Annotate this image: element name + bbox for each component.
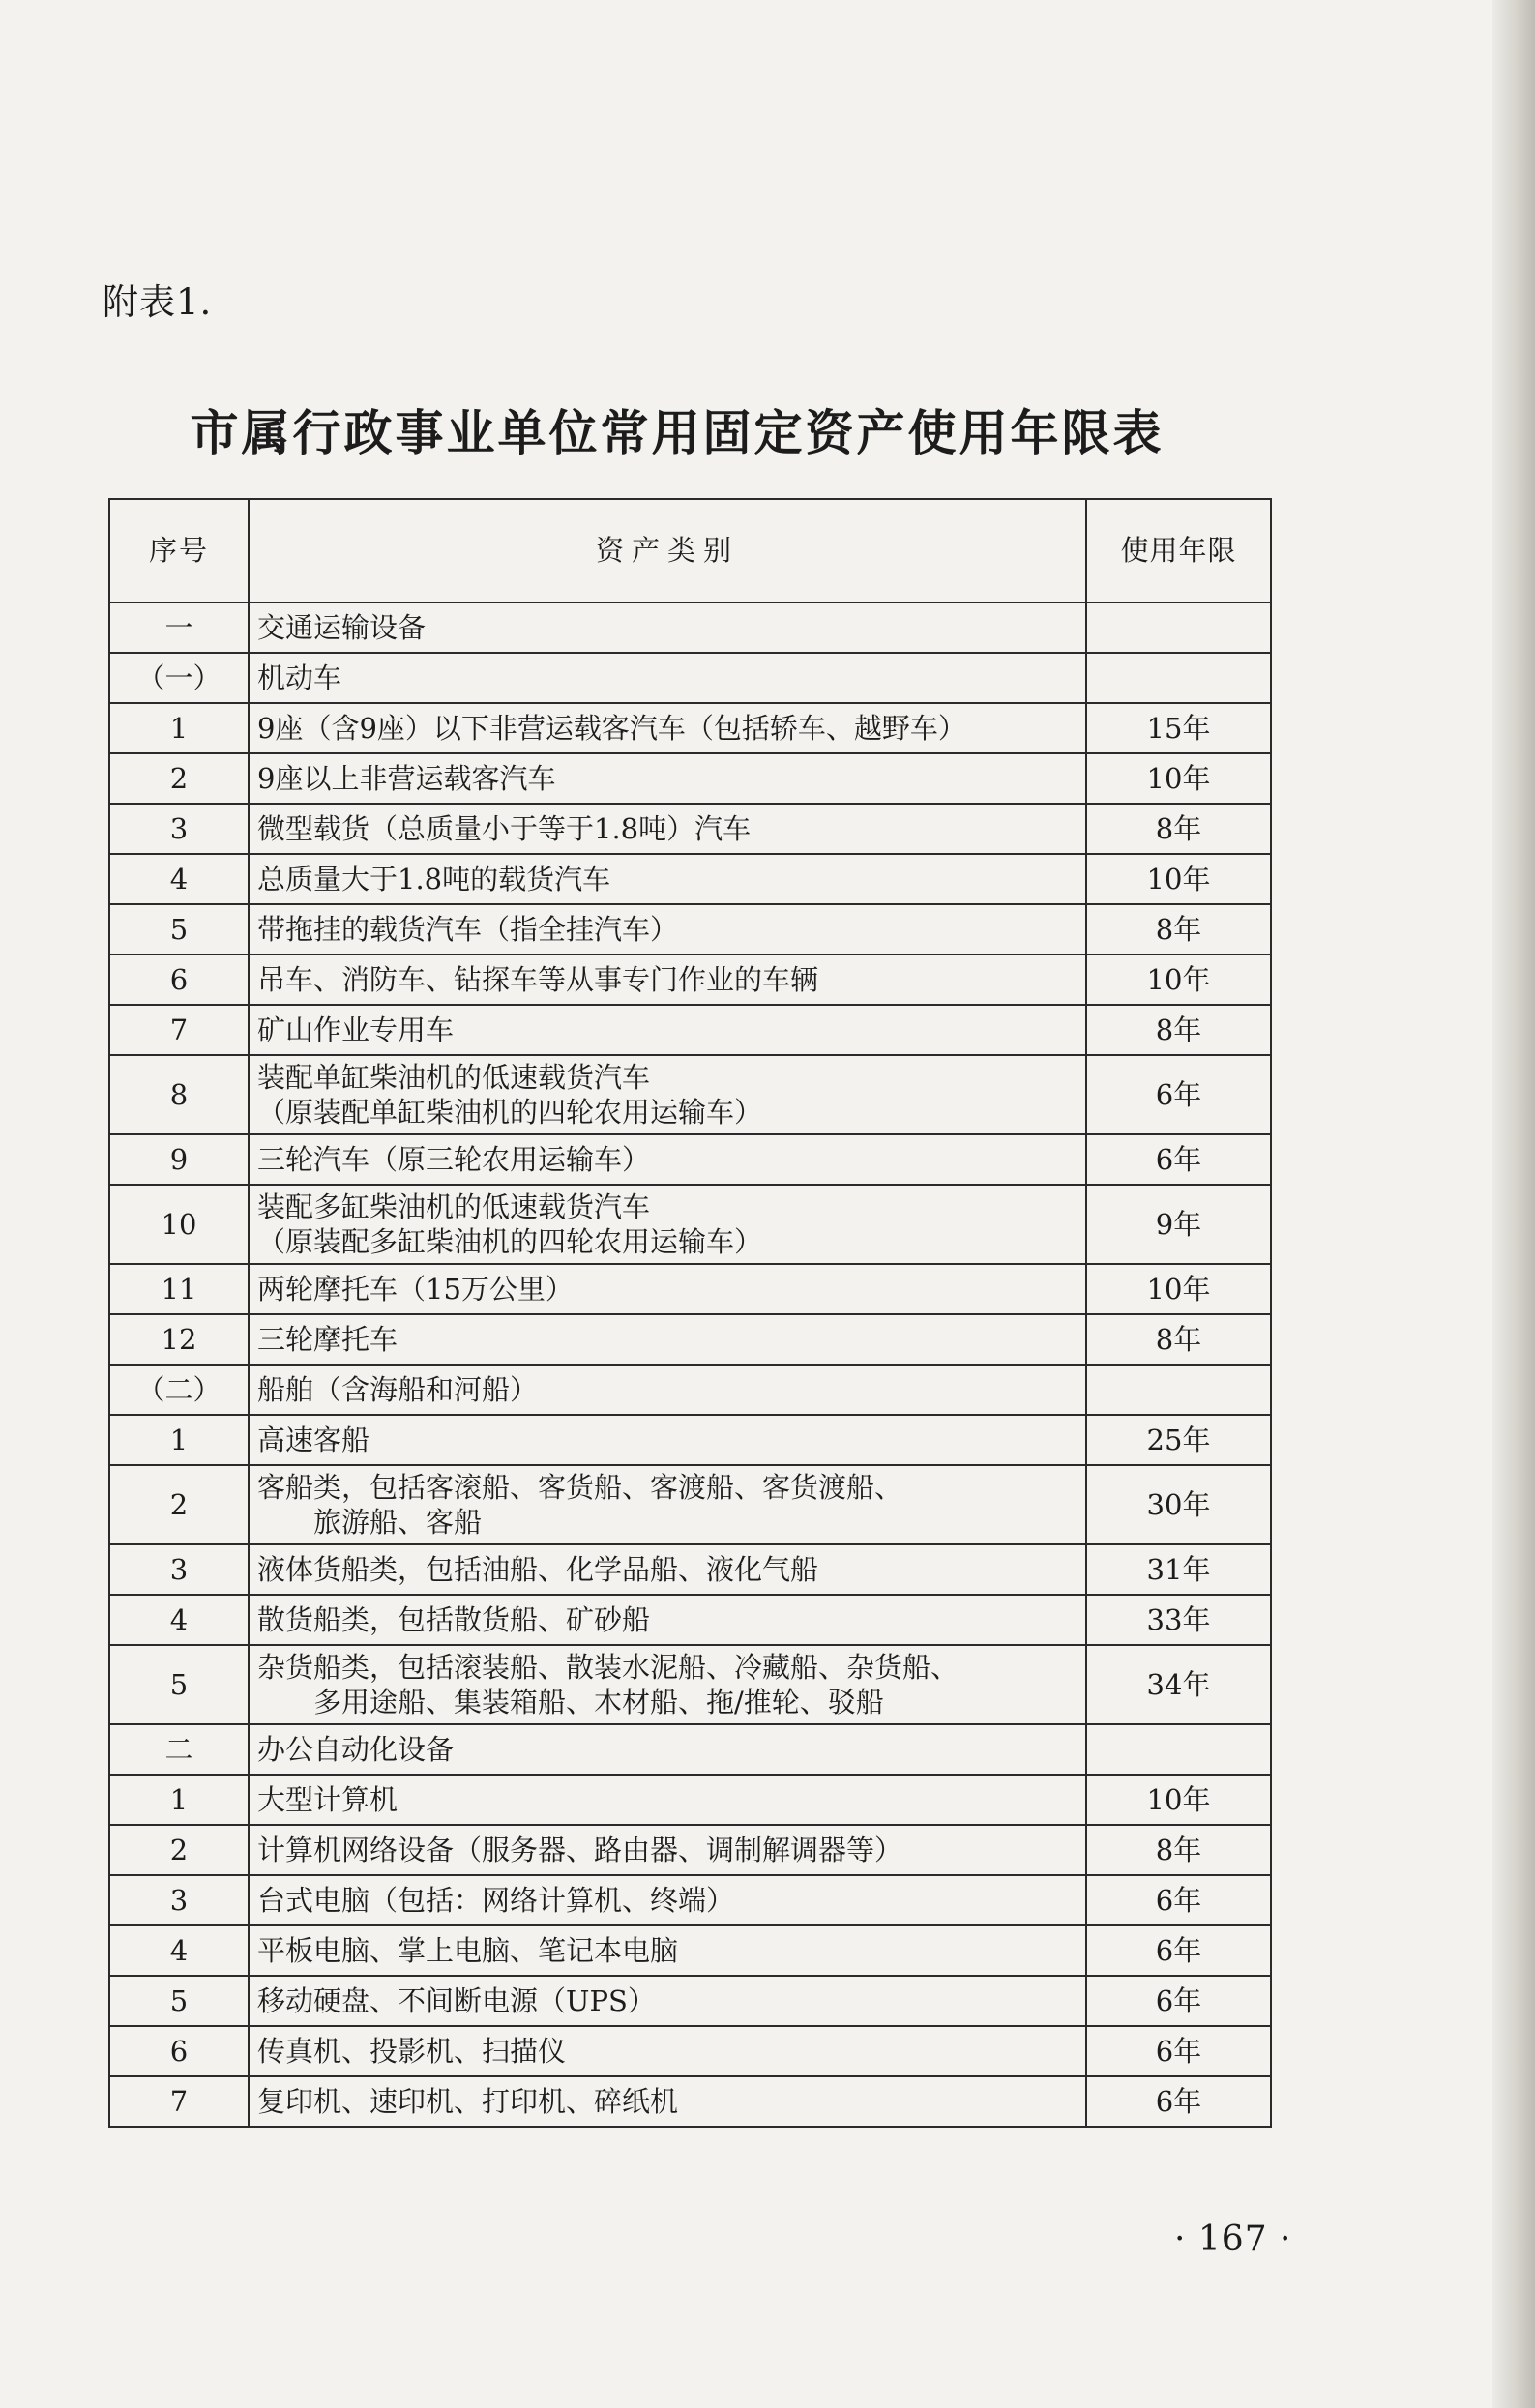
row-years: 25年 (1086, 1415, 1271, 1465)
table-row (109, 804, 1271, 854)
row-years: 34年 (1086, 1645, 1271, 1724)
row-seq: 8 (109, 1055, 249, 1134)
row-years: 8年 (1086, 1825, 1271, 1875)
table-row (109, 1925, 1271, 1976)
row-years: 33年 (1086, 1595, 1271, 1645)
table-row (109, 1645, 1271, 1724)
table-header-row (109, 499, 1271, 602)
row-years: 6年 (1086, 1134, 1271, 1185)
row-years: 6年 (1086, 1875, 1271, 1925)
row-years: 10年 (1086, 1775, 1271, 1825)
category-line: 移动硬盘、不间断电源（UPS） (257, 1983, 656, 2017)
category-line: 多用途船、集装箱船、木材船、拖/推轮、驳船 (313, 1686, 884, 1718)
row-seq: 2 (109, 1465, 249, 1544)
category-line: 台式电脑（包括：网络计算机、终端） (257, 1883, 735, 1917)
header-years: 使用年限 (1086, 499, 1271, 602)
row-years: 10年 (1086, 954, 1271, 1005)
table-row (109, 1314, 1271, 1365)
row-years: 8年 (1086, 1314, 1271, 1365)
row-seq: 4 (109, 854, 249, 904)
row-seq: 10 (109, 1185, 249, 1264)
table-row (109, 1415, 1271, 1465)
row-seq: 5 (109, 904, 249, 954)
row-seq: 2 (109, 753, 249, 804)
table-row (109, 753, 1271, 804)
row-years: 31年 (1086, 1544, 1271, 1595)
row-seq: 4 (109, 1595, 249, 1645)
row-seq: 7 (109, 2076, 249, 2127)
row-years (1086, 653, 1271, 703)
row-category (249, 1005, 1086, 1055)
table-row (109, 904, 1271, 954)
row-seq: 3 (109, 1875, 249, 1925)
appendix-label: 附表1. (103, 281, 213, 323)
table-row (109, 854, 1271, 904)
row-years: 6年 (1086, 2076, 1271, 2127)
category-line: 大型计算机 (257, 1782, 399, 1816)
row-category (249, 904, 1086, 954)
row-category (249, 653, 1086, 703)
table-row (109, 653, 1271, 703)
header-seq: 序号 (109, 499, 249, 602)
row-seq: 5 (109, 1976, 249, 2026)
row-seq: 9 (109, 1134, 249, 1185)
category-line: 计算机网络设备（服务器、路由器、调制解调器等） (257, 1833, 903, 1866)
page-title: 市属行政事业单位常用固定资产使用年限表 (190, 405, 1165, 461)
row-years: 6年 (1086, 1976, 1271, 2026)
table-row (109, 1465, 1271, 1544)
category-line: 总质量大于1.8吨的载货汽车 (257, 862, 611, 896)
category-line: 平板电脑、掌上电脑、笔记本电脑 (257, 1933, 679, 1967)
row-category (249, 1875, 1086, 1925)
table-row (109, 602, 1271, 653)
row-category (249, 1415, 1086, 1465)
row-category (249, 2076, 1086, 2127)
table-row (109, 1005, 1271, 1055)
row-category (249, 1185, 1086, 1264)
row-seq: （二） (109, 1365, 249, 1415)
row-seq: 1 (109, 703, 249, 753)
row-years (1086, 602, 1271, 653)
row-seq: 3 (109, 804, 249, 854)
row-years: 8年 (1086, 1005, 1271, 1055)
category-line: 交通运输设备 (257, 610, 427, 644)
category-line: （原装配单缸柴油机的四轮农用运输车） (257, 1096, 763, 1129)
table-row (109, 1976, 1271, 2026)
table-row (109, 703, 1271, 753)
category-line: 高速客船 (257, 1423, 370, 1456)
category-line: 装配单缸柴油机的低速载货汽车 (257, 1060, 651, 1094)
row-seq: 6 (109, 954, 249, 1005)
table-row (109, 1724, 1271, 1775)
row-seq: 3 (109, 1544, 249, 1595)
row-years: 10年 (1086, 1264, 1271, 1314)
row-years: 6年 (1086, 1925, 1271, 1976)
header-category: 资产类别 (249, 499, 1086, 602)
category-line: 装配多缸柴油机的低速载货汽车 (257, 1189, 651, 1223)
table-row (109, 1134, 1271, 1185)
row-years: 10年 (1086, 753, 1271, 804)
row-seq: 2 (109, 1825, 249, 1875)
category-line: 复印机、速印机、打印机、碎纸机 (257, 2084, 679, 2118)
table-row (109, 1595, 1271, 1645)
table-row (109, 1825, 1271, 1875)
category-line: 三轮摩托车 (257, 1322, 399, 1356)
category-line: 旅游船、客船 (313, 1506, 483, 1539)
category-line: 杂货船类，包括滚装船、散装水泥船、冷藏船、杂货船、 (257, 1650, 959, 1684)
row-category (249, 1925, 1086, 1976)
row-category (249, 1544, 1086, 1595)
page-number: · 167 · (1174, 2219, 1292, 2259)
row-years (1086, 1724, 1271, 1775)
row-category (249, 1825, 1086, 1875)
row-category (249, 854, 1086, 904)
row-seq: 5 (109, 1645, 249, 1724)
row-seq: 12 (109, 1314, 249, 1365)
category-line: 微型载货（总质量小于等于1.8吨）汽车 (257, 811, 752, 845)
table-body (109, 602, 1271, 2127)
category-line: 机动车 (257, 661, 342, 694)
table-row (109, 2026, 1271, 2076)
table-row (109, 1544, 1271, 1595)
row-category (249, 1976, 1086, 2026)
row-category (249, 954, 1086, 1005)
row-category (249, 1645, 1086, 1724)
category-line: （原装配多缸柴油机的四轮农用运输车） (257, 1225, 763, 1258)
category-line: 矿山作业专用车 (257, 1013, 455, 1046)
asset-lifespan-table (108, 498, 1272, 2128)
row-years: 6年 (1086, 1055, 1271, 1134)
row-years: 8年 (1086, 804, 1271, 854)
category-line: 传真机、投影机、扫描仪 (257, 2034, 567, 2068)
row-category (249, 804, 1086, 854)
table-row (109, 1264, 1271, 1314)
row-category (249, 1465, 1086, 1544)
page-edge-shadow (1492, 0, 1535, 2408)
row-years: 8年 (1086, 904, 1271, 954)
row-category (249, 753, 1086, 804)
row-seq: 一 (109, 602, 249, 653)
category-line: 9座（含9座）以下非营运载客汽车（包括轿车、越野车） (257, 711, 966, 745)
table-row (109, 954, 1271, 1005)
row-category (249, 2026, 1086, 2076)
row-category (249, 1365, 1086, 1415)
category-line: 三轮汽车（原三轮农用运输车） (257, 1142, 651, 1176)
table-row (109, 2076, 1271, 2127)
row-seq: 11 (109, 1264, 249, 1314)
row-category (249, 703, 1086, 753)
row-years: 9年 (1086, 1185, 1271, 1264)
category-line: 带拖挂的载货汽车（指全挂汽车） (257, 912, 679, 946)
row-years: 6年 (1086, 2026, 1271, 2076)
row-category (249, 1264, 1086, 1314)
row-seq: 6 (109, 2026, 249, 2076)
row-seq: 1 (109, 1775, 249, 1825)
category-line: 吊车、消防车、钻探车等从事专门作业的车辆 (257, 962, 819, 996)
category-line: 船舶（含海船和河船） (257, 1372, 539, 1406)
row-years (1086, 1365, 1271, 1415)
category-line: 9座以上非营运载客汽车 (257, 761, 556, 795)
row-category (249, 1055, 1086, 1134)
row-category (249, 1724, 1086, 1775)
row-category (249, 1134, 1086, 1185)
row-years: 15年 (1086, 703, 1271, 753)
row-seq: 二 (109, 1724, 249, 1775)
row-seq: （一） (109, 653, 249, 703)
table-row (109, 1365, 1271, 1415)
category-line: 液体货船类，包括油船、化学品船、液化气船 (257, 1552, 819, 1586)
row-seq: 7 (109, 1005, 249, 1055)
row-years: 30年 (1086, 1465, 1271, 1544)
row-seq: 1 (109, 1415, 249, 1465)
row-category (249, 602, 1086, 653)
row-category (249, 1314, 1086, 1365)
category-line: 客船类，包括客滚船、客货船、客渡船、客货渡船、 (257, 1470, 903, 1504)
table-row (109, 1875, 1271, 1925)
category-line: 办公自动化设备 (257, 1732, 455, 1766)
row-category (249, 1775, 1086, 1825)
table-row (109, 1055, 1271, 1134)
table-row (109, 1185, 1271, 1264)
row-years: 10年 (1086, 854, 1271, 904)
row-category (249, 1595, 1086, 1645)
category-line: 两轮摩托车（15万公里） (257, 1272, 574, 1306)
category-line: 散货船类，包括散货船、矿砂船 (257, 1602, 651, 1636)
table-row (109, 1775, 1271, 1825)
row-seq: 4 (109, 1925, 249, 1976)
